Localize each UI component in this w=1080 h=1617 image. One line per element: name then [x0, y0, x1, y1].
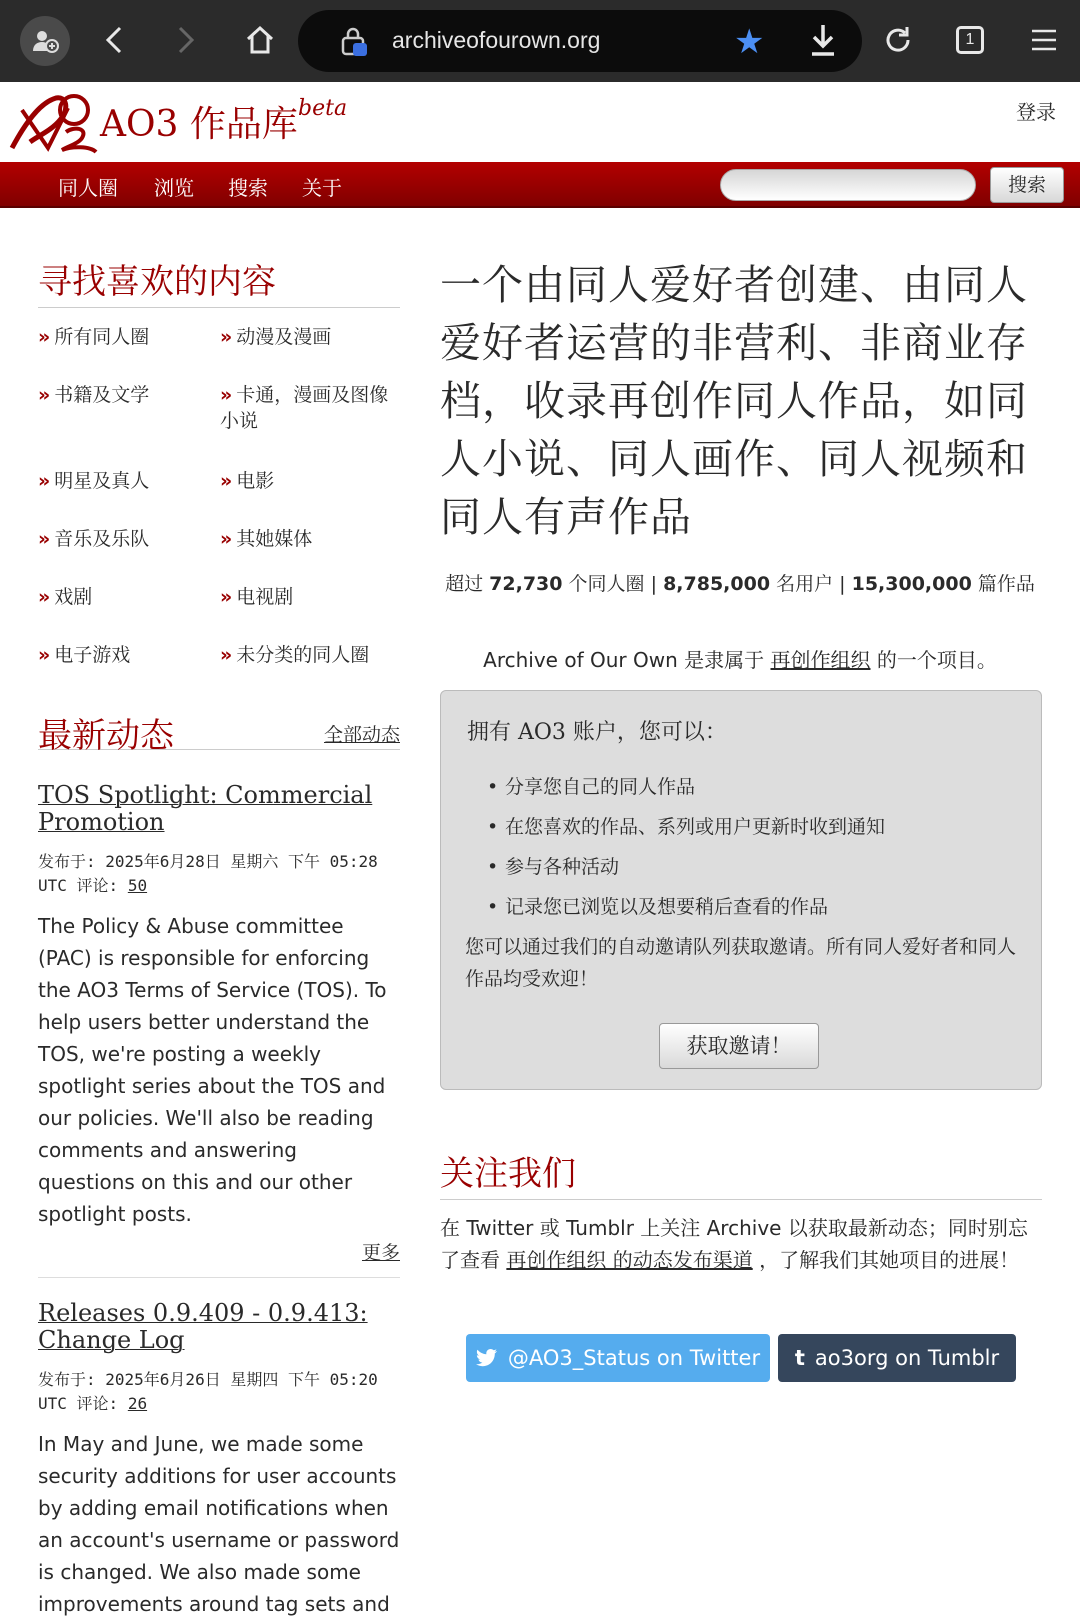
back-icon[interactable] — [86, 12, 142, 68]
fandom-link[interactable]: » 卡通，漫画及图像小说 — [220, 384, 389, 432]
site-logo-beta: beta — [298, 96, 348, 121]
menu-icon[interactable] — [1016, 12, 1072, 68]
news-post-title[interactable]: Releases 0.9.409 - 0.9.413: Change Log — [38, 1299, 368, 1354]
fandom-count: 72,730 — [489, 573, 563, 595]
fandom-link[interactable]: » 明星及真人 — [38, 470, 150, 492]
news-post-meta: 发布于: 2025年6月28日 星期六 下午 05:28 UTC 评论: 50 — [38, 852, 378, 895]
site-tagline: 一个由同人爱好者创建、由同人爱好者运营的非营利、非商业存档，收录再创作同人作品，如同人小说、同人画作、同人视频和同人有声作品 — [440, 261, 1028, 541]
forward-icon[interactable] — [158, 12, 214, 68]
follow-section — [440, 1146, 1042, 1200]
site-search-button[interactable]: 搜索 — [990, 167, 1064, 203]
otw-link[interactable]: 再创作组织 — [770, 648, 871, 672]
fandom-link[interactable]: » 电视剧 — [220, 586, 294, 608]
parent-org-note: Archive of Our Own 是隶属于 再创作组织 的一个项目。 — [483, 648, 997, 672]
profile-icon[interactable] — [20, 16, 70, 66]
twitter-button[interactable]: @AO3_Status on Twitter — [466, 1334, 770, 1382]
read-more-link[interactable]: 更多 — [361, 1242, 400, 1264]
benefit-list — [505, 767, 885, 927]
user-count: 8,785,000 — [663, 573, 771, 595]
comments-link[interactable]: 50 — [127, 876, 148, 895]
fandom-link[interactable]: » 戏剧 — [38, 586, 93, 608]
comments-link[interactable]: 26 — [127, 1394, 148, 1413]
download-icon[interactable] — [808, 22, 838, 58]
fandom-link[interactable]: » 书籍及文学 — [38, 384, 150, 406]
find-heading: 寻找喜欢的内容 — [38, 254, 400, 308]
site-header — [0, 82, 1080, 162]
list-item: • 记录您已浏览以及想要稍后查看的作品 — [505, 887, 885, 927]
fandom-link[interactable]: » 动漫及漫画 — [220, 326, 332, 348]
site-logo-text[interactable]: AO3 作品库 — [100, 104, 298, 145]
news-post-body: The Policy & Abuse committee (PAC) is responsible for enforcing the AO3 Terms of Service (TOS). To help users better understand the TOS, we're posting a weekly spotlight series about the TOS and our policies. We'll also be reading comments and answering questions on this and our other spotlight posts. — [38, 914, 387, 1226]
url-text: archiveofourown.org — [392, 27, 601, 53]
get-invite-button[interactable]: 获取邀请！ — [659, 1023, 819, 1069]
site-stats: 超过 72,730 个同人圈 | 8,785,000 名用户 | 15,300,000 篇作品 — [445, 573, 1035, 595]
account-benefits-box — [440, 690, 1042, 1090]
nav-about[interactable]: 关于 — [302, 176, 342, 200]
primary-nav — [0, 162, 1080, 208]
fandom-link[interactable]: » 所有同人圈 — [38, 326, 150, 348]
fandom-link[interactable]: » 音乐及乐队 — [38, 528, 150, 550]
login-link[interactable]: 登录 — [1016, 100, 1056, 124]
list-item: • 参与各种活动 — [505, 847, 885, 887]
address-bar[interactable] — [298, 10, 862, 72]
news-header — [38, 708, 400, 756]
fandom-link[interactable]: » 电影 — [220, 470, 275, 492]
follow-text: 在 Twitter 或 Tumblr 上关注 Archive 以获取最新动态；同时别忘了查看 再创作组织 的动态发布渠道 ，了解我们其她项目的进展！ — [440, 1216, 1028, 1272]
news-post — [38, 1300, 400, 1617]
invite-text: 您可以通过我们的自动邀请队列获取邀请。所有同人爱好者和同人作品均受欢迎！ — [465, 936, 1017, 990]
list-item: • 分享您自己的同人作品 — [505, 767, 885, 807]
news-heading: 最新动态 — [38, 716, 174, 756]
tumblr-button[interactable]: t ao3org on Tumblr — [778, 1334, 1016, 1382]
bookmark-star-icon[interactable]: ★ — [734, 22, 765, 62]
nav-browse[interactable]: 浏览 — [154, 176, 194, 200]
fandom-link[interactable]: » 电子游戏 — [38, 644, 131, 666]
follow-heading: 关注我们 — [440, 1154, 576, 1194]
tab-count-button[interactable] — [942, 12, 998, 68]
account-box-title: 拥有 AO3 账户，您可以： — [467, 720, 727, 745]
tumblr-icon: t — [794, 1346, 805, 1370]
browser-toolbar — [0, 0, 1080, 82]
news-post — [38, 782, 400, 1278]
list-item: • 在您喜欢的作品、系列或用户更新时收到通知 — [505, 807, 885, 847]
tab-count: 1 — [956, 26, 984, 54]
nav-search[interactable]: 搜索 — [228, 176, 268, 200]
ao3-logo-icon[interactable] — [8, 88, 102, 158]
twitter-bird-icon — [476, 1346, 498, 1370]
site-search-input[interactable] — [720, 169, 976, 201]
post-divider — [38, 1277, 400, 1278]
otw-news-link[interactable]: 再创作组织 的动态发布渠道 — [506, 1248, 753, 1272]
all-news-link[interactable]: 全部动态 — [323, 724, 400, 746]
work-count: 15,300,000 — [851, 573, 972, 595]
nav-fandoms[interactable]: 同人圈 — [58, 176, 118, 200]
news-post-meta: 发布于: 2025年6月26日 星期四 下午 05:20 UTC 评论: 26 — [38, 1370, 378, 1413]
fandom-link[interactable]: » 其她媒体 — [220, 528, 313, 550]
news-post-title[interactable]: TOS Spotlight: Commercial Promotion — [38, 781, 373, 836]
site-security-icon[interactable] — [340, 26, 368, 56]
find-section — [38, 254, 400, 308]
news-post-body: In May and June, we made some security additions for user accounts by adding email notifications when an account's username or password is changed. We also made some improvements around tag sets and — [38, 1432, 400, 1616]
fandom-link[interactable]: » 未分类的同人圈 — [220, 644, 370, 666]
reload-icon[interactable] — [870, 12, 926, 68]
home-icon[interactable] — [232, 12, 288, 68]
